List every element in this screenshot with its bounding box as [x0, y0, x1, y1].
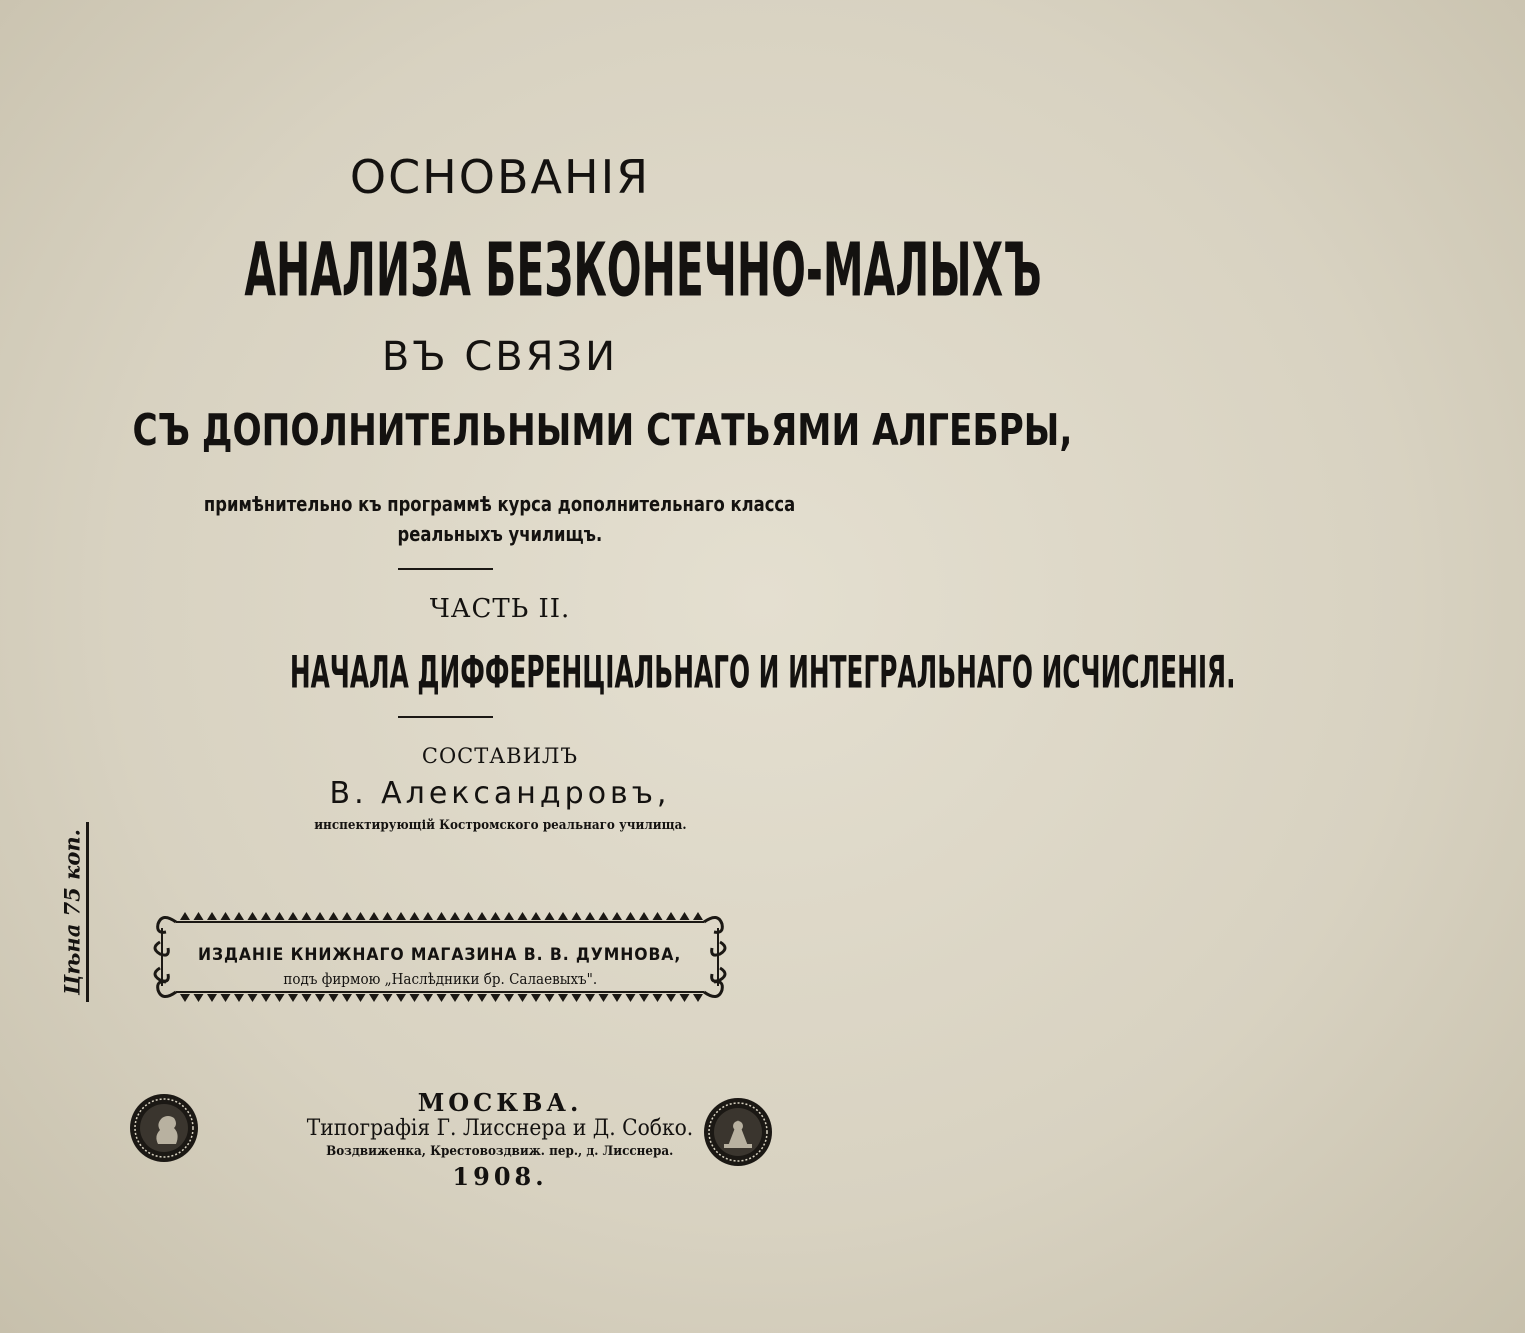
compiled-by: СОСТАВИЛЪ — [421, 744, 579, 768]
divider-rule — [398, 716, 493, 718]
title-line-3: ВЪ СВЯЗИ — [381, 334, 619, 380]
subtitle-line-2: реальныхъ училищъ. — [397, 522, 603, 546]
subtitle-line-1: примѣнительно къ программѣ курса дополнительнаго класса — [204, 492, 796, 516]
publisher-line-2: подъ фирмою „Наслѣдники бр. Салаевыхъ". — [283, 970, 597, 988]
author-name: В. Александровъ, — [329, 776, 671, 811]
price-rule — [86, 822, 89, 1002]
title-line-4: СЪ ДОПОЛНИТЕЛЬНЫМИ СТАТЬЯМИ АЛГЕБРЫ, — [132, 405, 1073, 456]
publisher-line-1: ИЗДАНІЕ КНИЖНАГО МАГАЗИНА В. В. ДУМНОВА, — [198, 945, 682, 965]
price-stamp — [52, 822, 92, 1002]
title-line-2: АНАЛИЗА БЕЗКОНЕЧНО-МАЛЫХЪ — [244, 227, 1042, 314]
price-text: Цѣна 75 коп. — [59, 829, 85, 995]
author-position: инспектирующій Костромского реальнаго училища. — [313, 818, 687, 833]
part-name: НАЧАЛА ДИФФЕРЕНЦІАЛЬНАГО И ИНТЕГРАЛЬНАГО ИСЧИСЛЕНІЯ. — [289, 647, 1236, 699]
imprint-address: Воздвиженка, Крестовоздвиж. пер., д. Лисснера. — [326, 1144, 674, 1159]
imprint-city: МОСКВА. — [417, 1088, 583, 1117]
publisher-frame — [150, 908, 730, 1004]
part-label: ЧАСТЬ II. — [429, 594, 571, 624]
imprint-printer: Типографія Г. Лисснера и Д. Собко. — [306, 1116, 694, 1141]
imprint-year: 1908. — [452, 1162, 548, 1191]
title-line-1: ОСНОВАНІЯ — [349, 150, 651, 204]
divider-rule — [398, 568, 493, 570]
